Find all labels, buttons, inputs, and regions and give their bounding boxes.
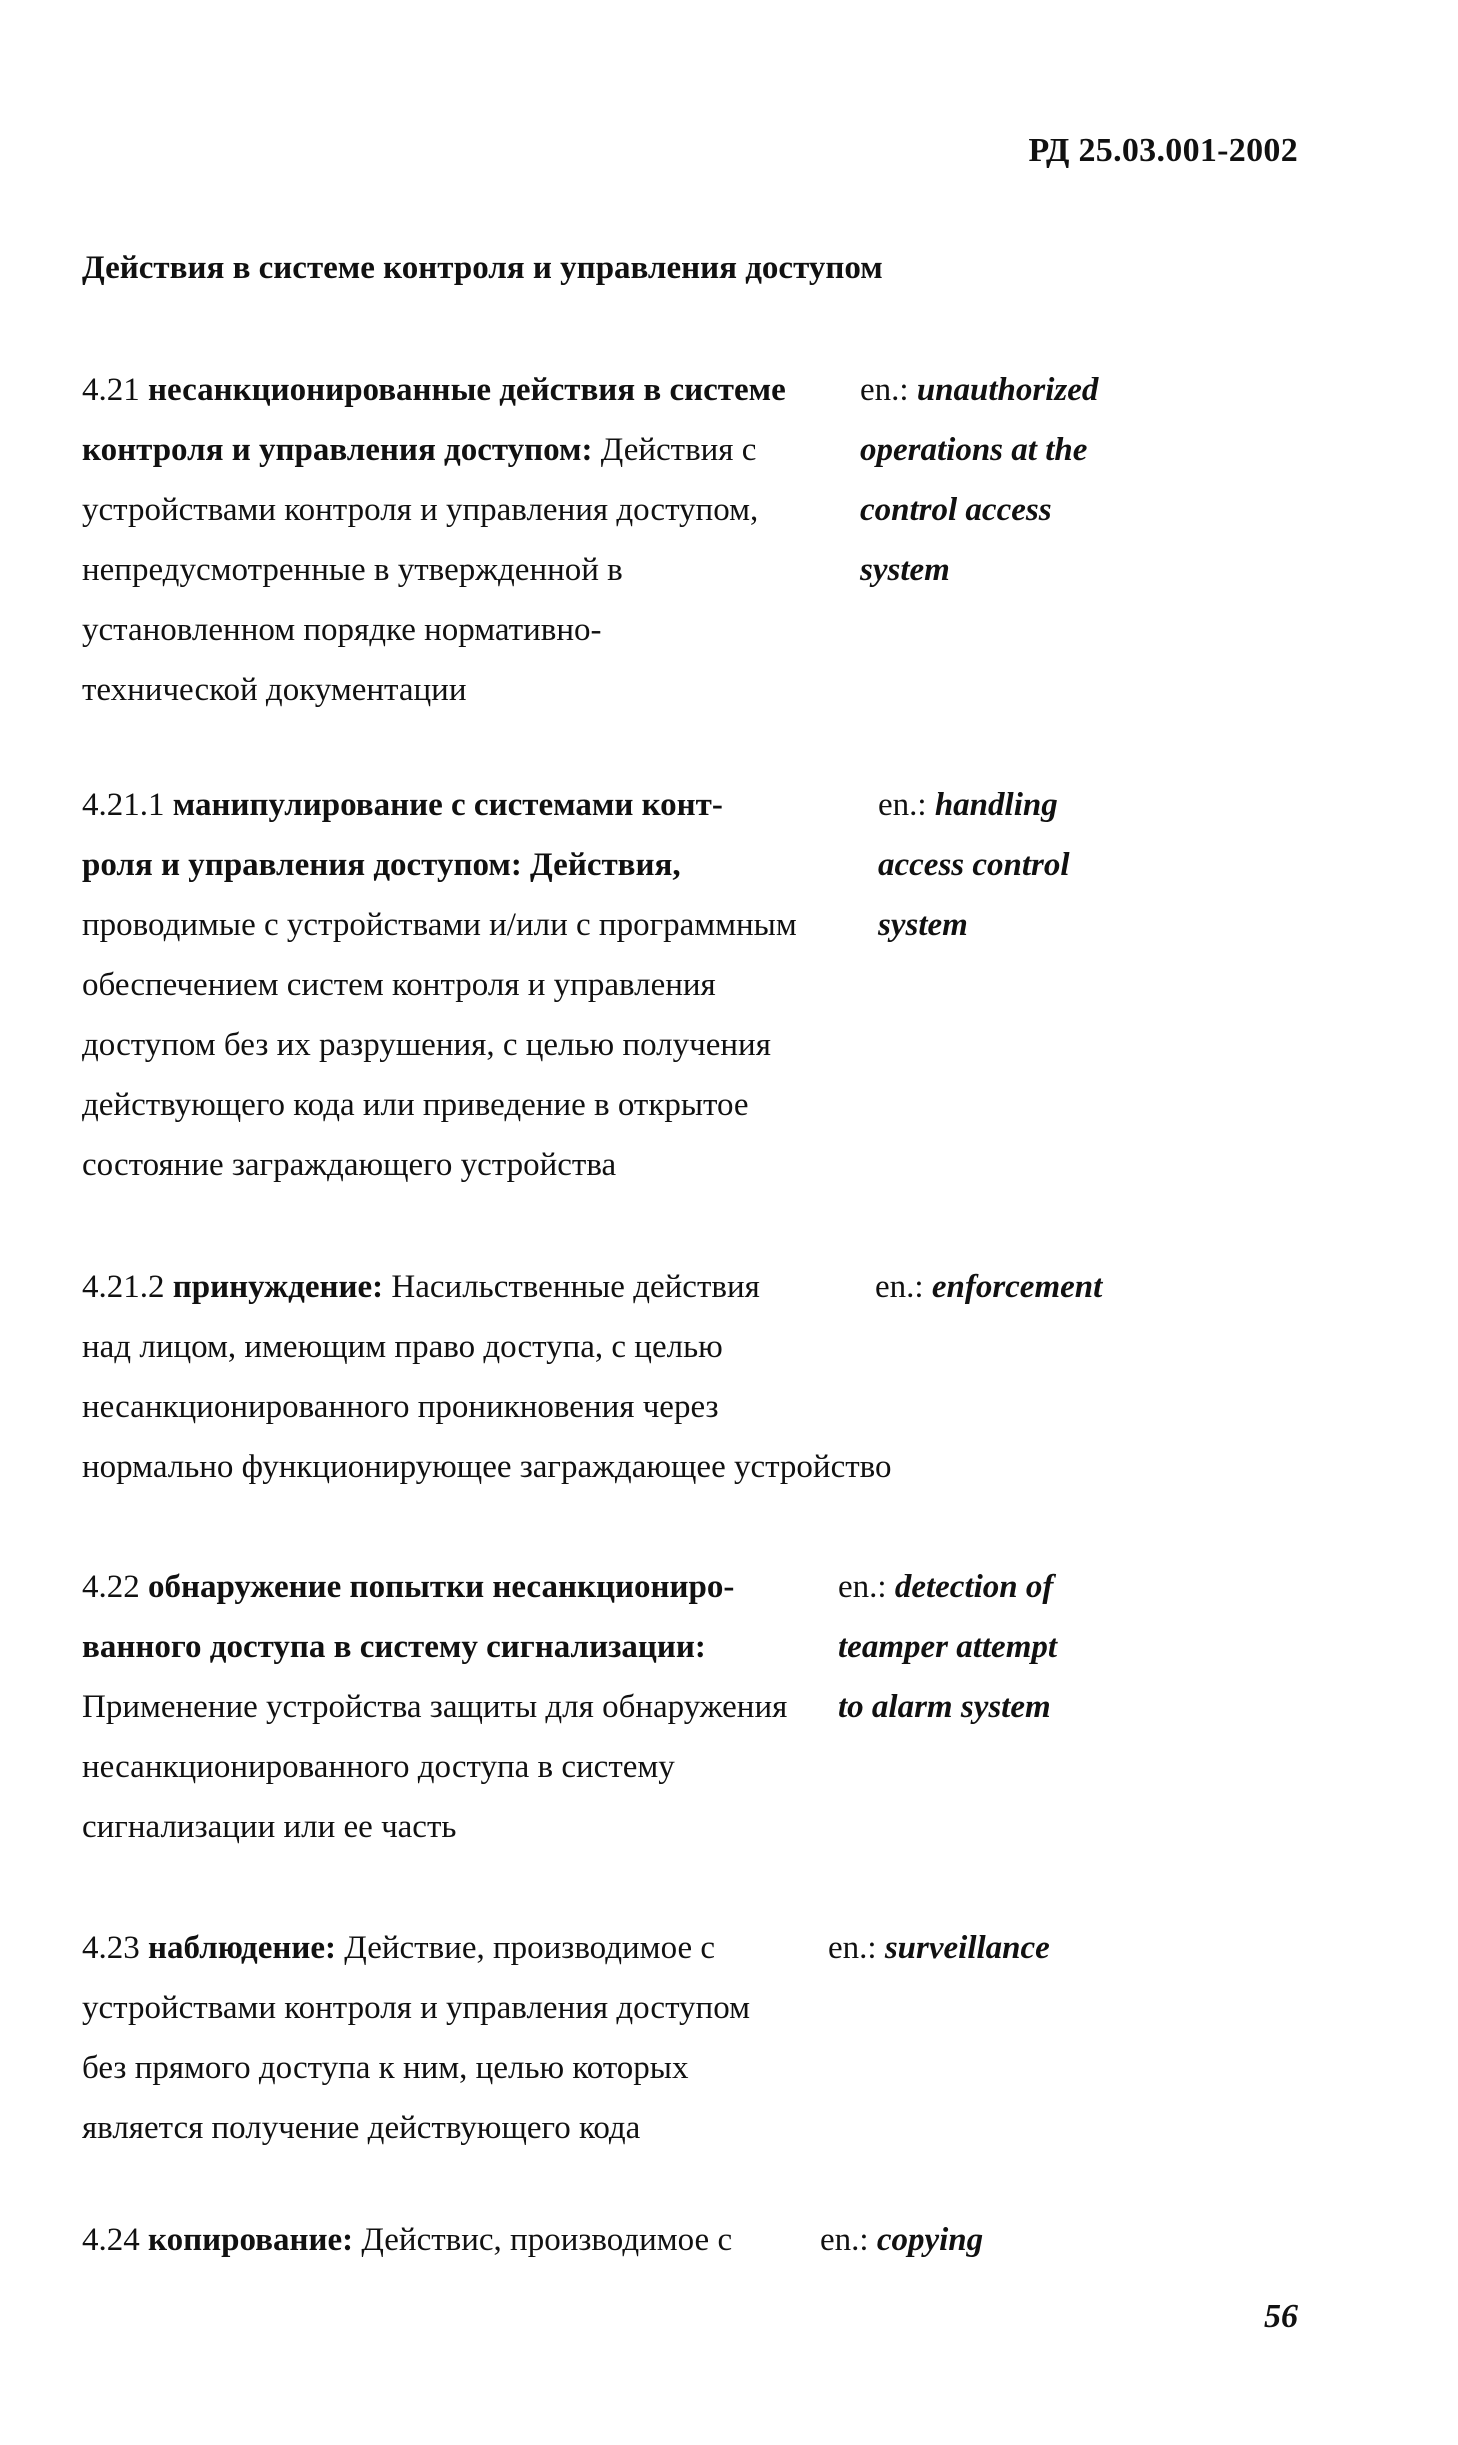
english-term: control access <box>860 492 1052 528</box>
english-term-line <box>838 1617 1057 1677</box>
term-name: принуждение: <box>172 1269 384 1305</box>
english-term: to alarm system <box>838 1689 1051 1725</box>
definition-text: состояние заграждающего устройства <box>82 1147 617 1183</box>
english-term-line <box>838 1677 1057 1737</box>
english-term: access control <box>878 847 1070 883</box>
english-term: copying <box>876 2222 984 2258</box>
english-term-line <box>878 895 1070 955</box>
definition-line <box>82 895 982 955</box>
english-term-line <box>860 480 1098 540</box>
document-code: РД 25.03.001-2002 <box>1028 132 1298 169</box>
term-number: 4.23 <box>82 1930 148 1966</box>
definition-line <box>82 1075 982 1135</box>
english-term: system <box>860 552 950 588</box>
term-definition-ru <box>82 775 982 1195</box>
definition-text: Действис, производимое с <box>353 2222 733 2258</box>
term-name: роля и управления доступом: Действия, <box>82 847 681 883</box>
en-prefix: en.: <box>875 1269 932 1305</box>
english-term-line <box>878 775 1070 835</box>
term-name: манипулирование с системами конт- <box>172 787 723 823</box>
en-prefix: en.: <box>838 1569 895 1605</box>
term-number: 4.21.1 <box>82 787 173 823</box>
en-prefix: en.: <box>878 787 935 823</box>
term-english-equivalent <box>875 1257 1102 1317</box>
term-english-equivalent <box>820 2210 983 2270</box>
definition-text: Применение устройства защиты для обнаружения <box>82 1689 788 1725</box>
definition-text: Насильственные действия <box>383 1269 760 1305</box>
definition-text: установленном порядке нормативно- <box>82 612 602 648</box>
definition-line <box>82 360 982 420</box>
page-number: 56 <box>1264 2298 1298 2335</box>
definition-line <box>82 1317 982 1377</box>
definition-line <box>82 600 982 660</box>
definition-text: Действия с <box>592 432 757 468</box>
definition-line <box>82 1015 982 1075</box>
definition-text: несанкционированного проникновения через <box>82 1389 719 1425</box>
english-term-line <box>875 1257 1102 1317</box>
term-name: несанкционированные действия в системе <box>148 372 786 408</box>
definition-text: непредусмотренные в утвержденной в <box>82 552 623 588</box>
english-term: system <box>878 907 968 943</box>
definition-line <box>82 1135 982 1195</box>
english-term: detection of <box>894 1569 1054 1605</box>
term-number: 4.21.2 <box>82 1269 173 1305</box>
definition-line <box>82 1377 982 1437</box>
definition-text: устройствами контроля и управления доступом <box>82 1990 750 2026</box>
term-name: наблюдение: <box>148 1930 337 1966</box>
english-term-line <box>878 835 1070 895</box>
term-number: 4.24 <box>82 2222 148 2258</box>
term-english-equivalent <box>860 360 1098 600</box>
term-name: контроля и управления доступом: <box>82 432 593 468</box>
en-prefix: en.: <box>860 372 917 408</box>
english-term-line <box>860 360 1098 420</box>
term-name: ванного доступа в систему сигнализации: <box>82 1629 706 1665</box>
definition-text: несанкционированного доступа в систему <box>82 1749 675 1785</box>
term-name: обнаружение попытки несанкциониро- <box>148 1569 735 1605</box>
term-number: 4.21 <box>82 372 148 408</box>
definition-text: над лицом, имеющим право доступа, с целью <box>82 1329 723 1365</box>
english-term: enforcement <box>931 1269 1103 1305</box>
definition-text: проводимые с устройствами и/или с программным <box>82 907 797 943</box>
definition-line <box>82 1437 982 1497</box>
definition-line <box>82 480 982 540</box>
definition-line <box>82 1737 982 1797</box>
term-name: копирование: <box>148 2222 354 2258</box>
definition-text: сигнализации или ее часть <box>82 1809 457 1845</box>
english-term: surveillance <box>884 1930 1050 1966</box>
definition-line <box>82 1797 982 1857</box>
english-term: operations at the <box>860 432 1088 468</box>
definition-line <box>82 775 982 835</box>
english-term: unauthorized <box>916 372 1099 408</box>
definition-text: обеспечением систем контроля и управления <box>82 967 716 1003</box>
definition-text: нормально функционирующее заграждающее устройство <box>82 1449 892 1485</box>
english-term-line <box>820 2210 983 2270</box>
definition-line <box>82 420 982 480</box>
definition-text: без прямого доступа к ним, целью которых <box>82 2050 689 2086</box>
definition-line <box>82 1257 982 1317</box>
english-term: handling <box>934 787 1058 823</box>
definition-text: Действие, производимое с <box>336 1930 716 1966</box>
definition-text: действующего кода или приведение в открытое <box>82 1087 749 1123</box>
en-prefix: en.: <box>828 1930 885 1966</box>
definition-text: является получение действующего кода <box>82 2110 641 2146</box>
section-title: Действия в системе контроля и управления доступом <box>82 250 883 286</box>
definition-text: устройствами контроля и управления доступом, <box>82 492 759 528</box>
term-number: 4.22 <box>82 1569 148 1605</box>
definition-line <box>82 955 982 1015</box>
definition-line <box>82 835 982 895</box>
term-english-equivalent <box>878 775 1070 955</box>
english-term-line <box>860 540 1098 600</box>
term-definition-ru <box>82 360 982 720</box>
definition-text: доступом без их разрушения, с целью получения <box>82 1027 771 1063</box>
term-english-equivalent <box>838 1557 1057 1737</box>
english-term-line <box>828 1918 1050 1978</box>
english-term-line <box>838 1557 1057 1617</box>
en-prefix: en.: <box>820 2222 877 2258</box>
english-term: teamper attempt <box>838 1629 1058 1665</box>
definition-text: технической документации <box>82 672 467 708</box>
english-term-line <box>860 420 1098 480</box>
definition-line <box>82 2038 982 2098</box>
definition-line <box>82 1978 982 2038</box>
definition-line <box>82 2098 982 2158</box>
term-definition-ru <box>82 1257 982 1497</box>
definition-line <box>82 660 982 720</box>
term-english-equivalent <box>828 1918 1050 1978</box>
definition-line <box>82 540 982 600</box>
